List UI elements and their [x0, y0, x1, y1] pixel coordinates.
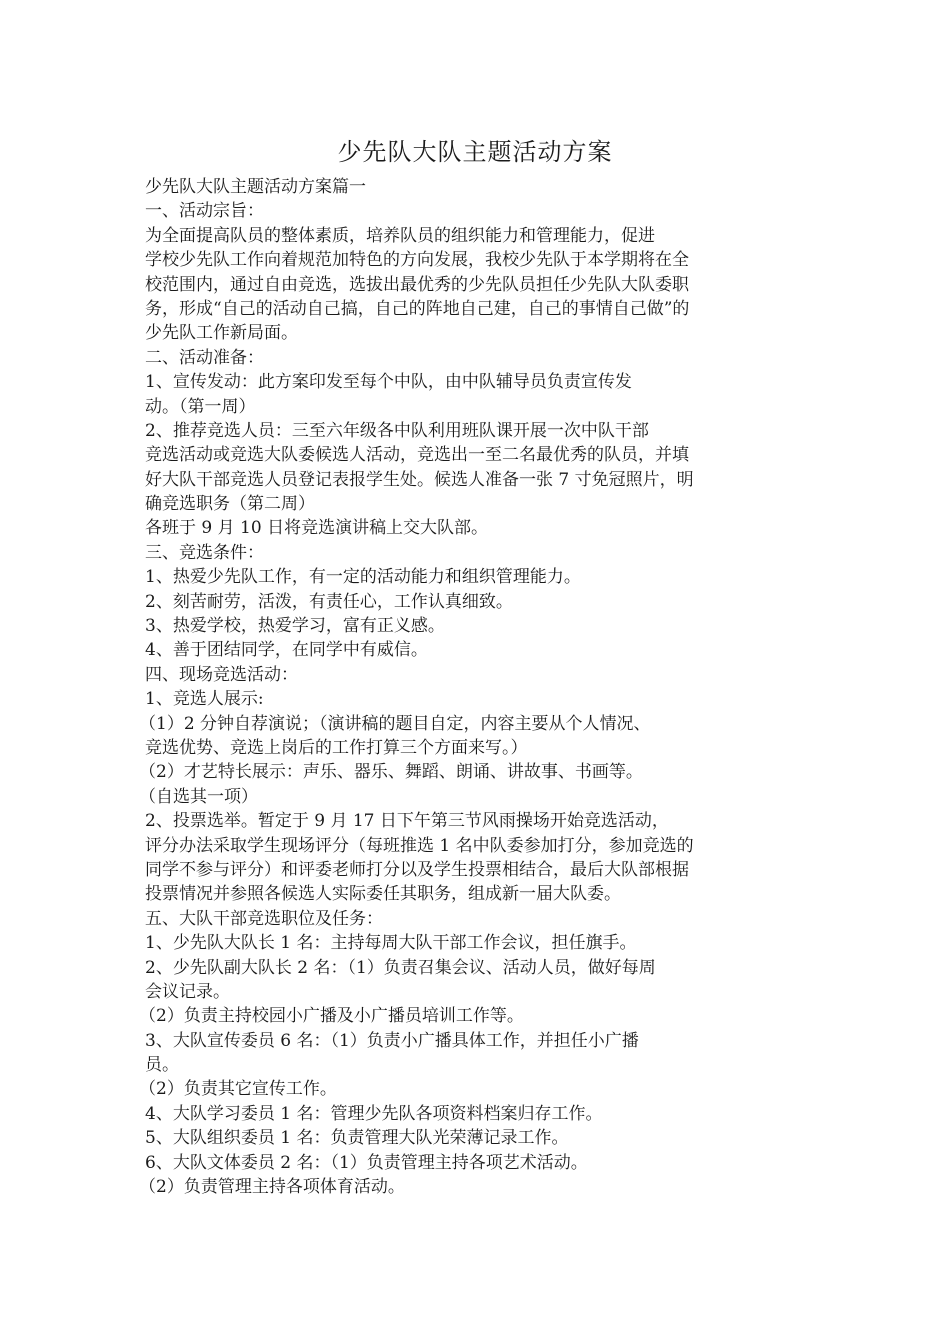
text-line: （2）负责管理主持各项体育活动。 — [139, 1177, 405, 1198]
text-line: 投票情况并参照各候选人实际委任其职务，组成新一届大队委。 — [145, 884, 621, 905]
text-line: 竞选优势、竞选上岗后的工作打算三个方面来写。） — [145, 737, 528, 758]
text-line: （2）负责主持校园小广播及小广播员培训工作等。 — [139, 1006, 524, 1027]
text-line: 学校少先队工作向着规范加特色的方向发展，我校少先队于本学期将在全 — [145, 250, 689, 271]
document-title: 少先队大队主题活动方案 — [337, 138, 613, 166]
text-line: 一、活动宗旨： — [145, 201, 264, 222]
text-line: 3、热爱学校，热爱学习，富有正义感。 — [145, 616, 445, 637]
text-line: 2、推荐竞选人员：三至六年级各中队利用班队课开展一次中队干部 — [145, 420, 649, 441]
text-line: 2、投票选举。暂定于 9 月 17 日下午第三节风雨操场开始竞选活动， — [145, 811, 669, 832]
text-line: 评分办法采取学生现场评分（每班推选 1 名中队委参加打分，参加竞选的 — [145, 835, 694, 856]
text-line: 4、大队学习委员 1 名：管理少先队各项资料档案归存工作。 — [145, 1103, 603, 1124]
text-line: （2）才艺特长展示：声乐、器乐、舞蹈、朗诵、讲故事、书画等。 — [139, 762, 643, 783]
text-line: 五、大队干部竞选职位及任务： — [145, 908, 383, 929]
text-line: 3、大队宣传委员 6 名：（1）负责小广播具体工作，并担任小广播 — [145, 1030, 639, 1051]
text-line: 2、刻苦耐劳，活泼，有责任心，工作认真细致。 — [145, 591, 513, 612]
text-line: 员。 — [145, 1055, 179, 1076]
text-line: （2）负责其它宣传工作。 — [139, 1079, 337, 1100]
text-line: 4、善于团结同学，在同学中有威信。 — [145, 640, 428, 661]
text-line: 1、少先队大队长 1 名：主持每周大队干部工作会议，担任旗手。 — [145, 933, 637, 954]
text-line: 1、热爱少先队工作，有一定的活动能力和组织管理能力。 — [145, 567, 581, 588]
text-line: 2、少先队副大队长 2 名：（1）负责召集会议、活动人员，做好每周 — [145, 957, 656, 978]
text-line: （1）2 分钟自荐演说；（演讲稿的题目自定，内容主要从个人情况、 — [139, 713, 651, 734]
text-line: 竞选活动或竞选大队委候选人活动，竞选出一至二名最优秀的队员，并填 — [145, 445, 689, 466]
text-line: 少先队工作新局面。 — [145, 323, 298, 344]
text-line: 1、宣传发动：此方案印发至每个中队，由中队辅导员负责宣传发 — [145, 372, 632, 393]
text-line: 好大队干部竞选人员登记表报学生处。候选人准备一张 7 寸免冠照片，明 — [145, 469, 694, 490]
document-body — [139, 175, 805, 1199]
text-line: 二、活动准备： — [145, 347, 264, 368]
text-line: 四、现场竞选活动： — [145, 664, 298, 685]
text-line: 校范围内，通过自由竞选，选拔出最优秀的少先队员担任少先队大队委职 — [145, 274, 689, 295]
text-line: 各班于 9 月 10 日将竞选演讲稿上交大队部。 — [145, 518, 489, 539]
text-line: （自选其一项） — [139, 786, 258, 807]
text-line: 6、大队文体委员 2 名：（1）负责管理主持各项艺术活动。 — [145, 1152, 588, 1173]
text-line: 会议记录。 — [145, 981, 230, 1002]
text-line: 确竞选职务（第二周） — [145, 494, 315, 515]
text-line: 三、竞选条件： — [145, 542, 264, 563]
text-line: 1、竞选人展示: — [145, 689, 264, 710]
text-line: 少先队大队主题活动方案篇一 — [145, 177, 366, 197]
text-line: 务，形成“自己的活动自己搞，自己的阵地自己建，自己的事情自己做”的 — [145, 298, 690, 319]
text-line: 动。（第一周） — [145, 396, 256, 417]
text-line: 同学不参与评分）和评委老师打分以及学生投票相结合，最后大队部根据 — [145, 859, 689, 880]
text-line: 为全面提高队员的整体素质，培养队员的组织能力和管理能力，促进 — [145, 225, 655, 246]
text-line: 5、大队组织委员 1 名：负责管理大队光荣薄记录工作。 — [145, 1128, 569, 1149]
